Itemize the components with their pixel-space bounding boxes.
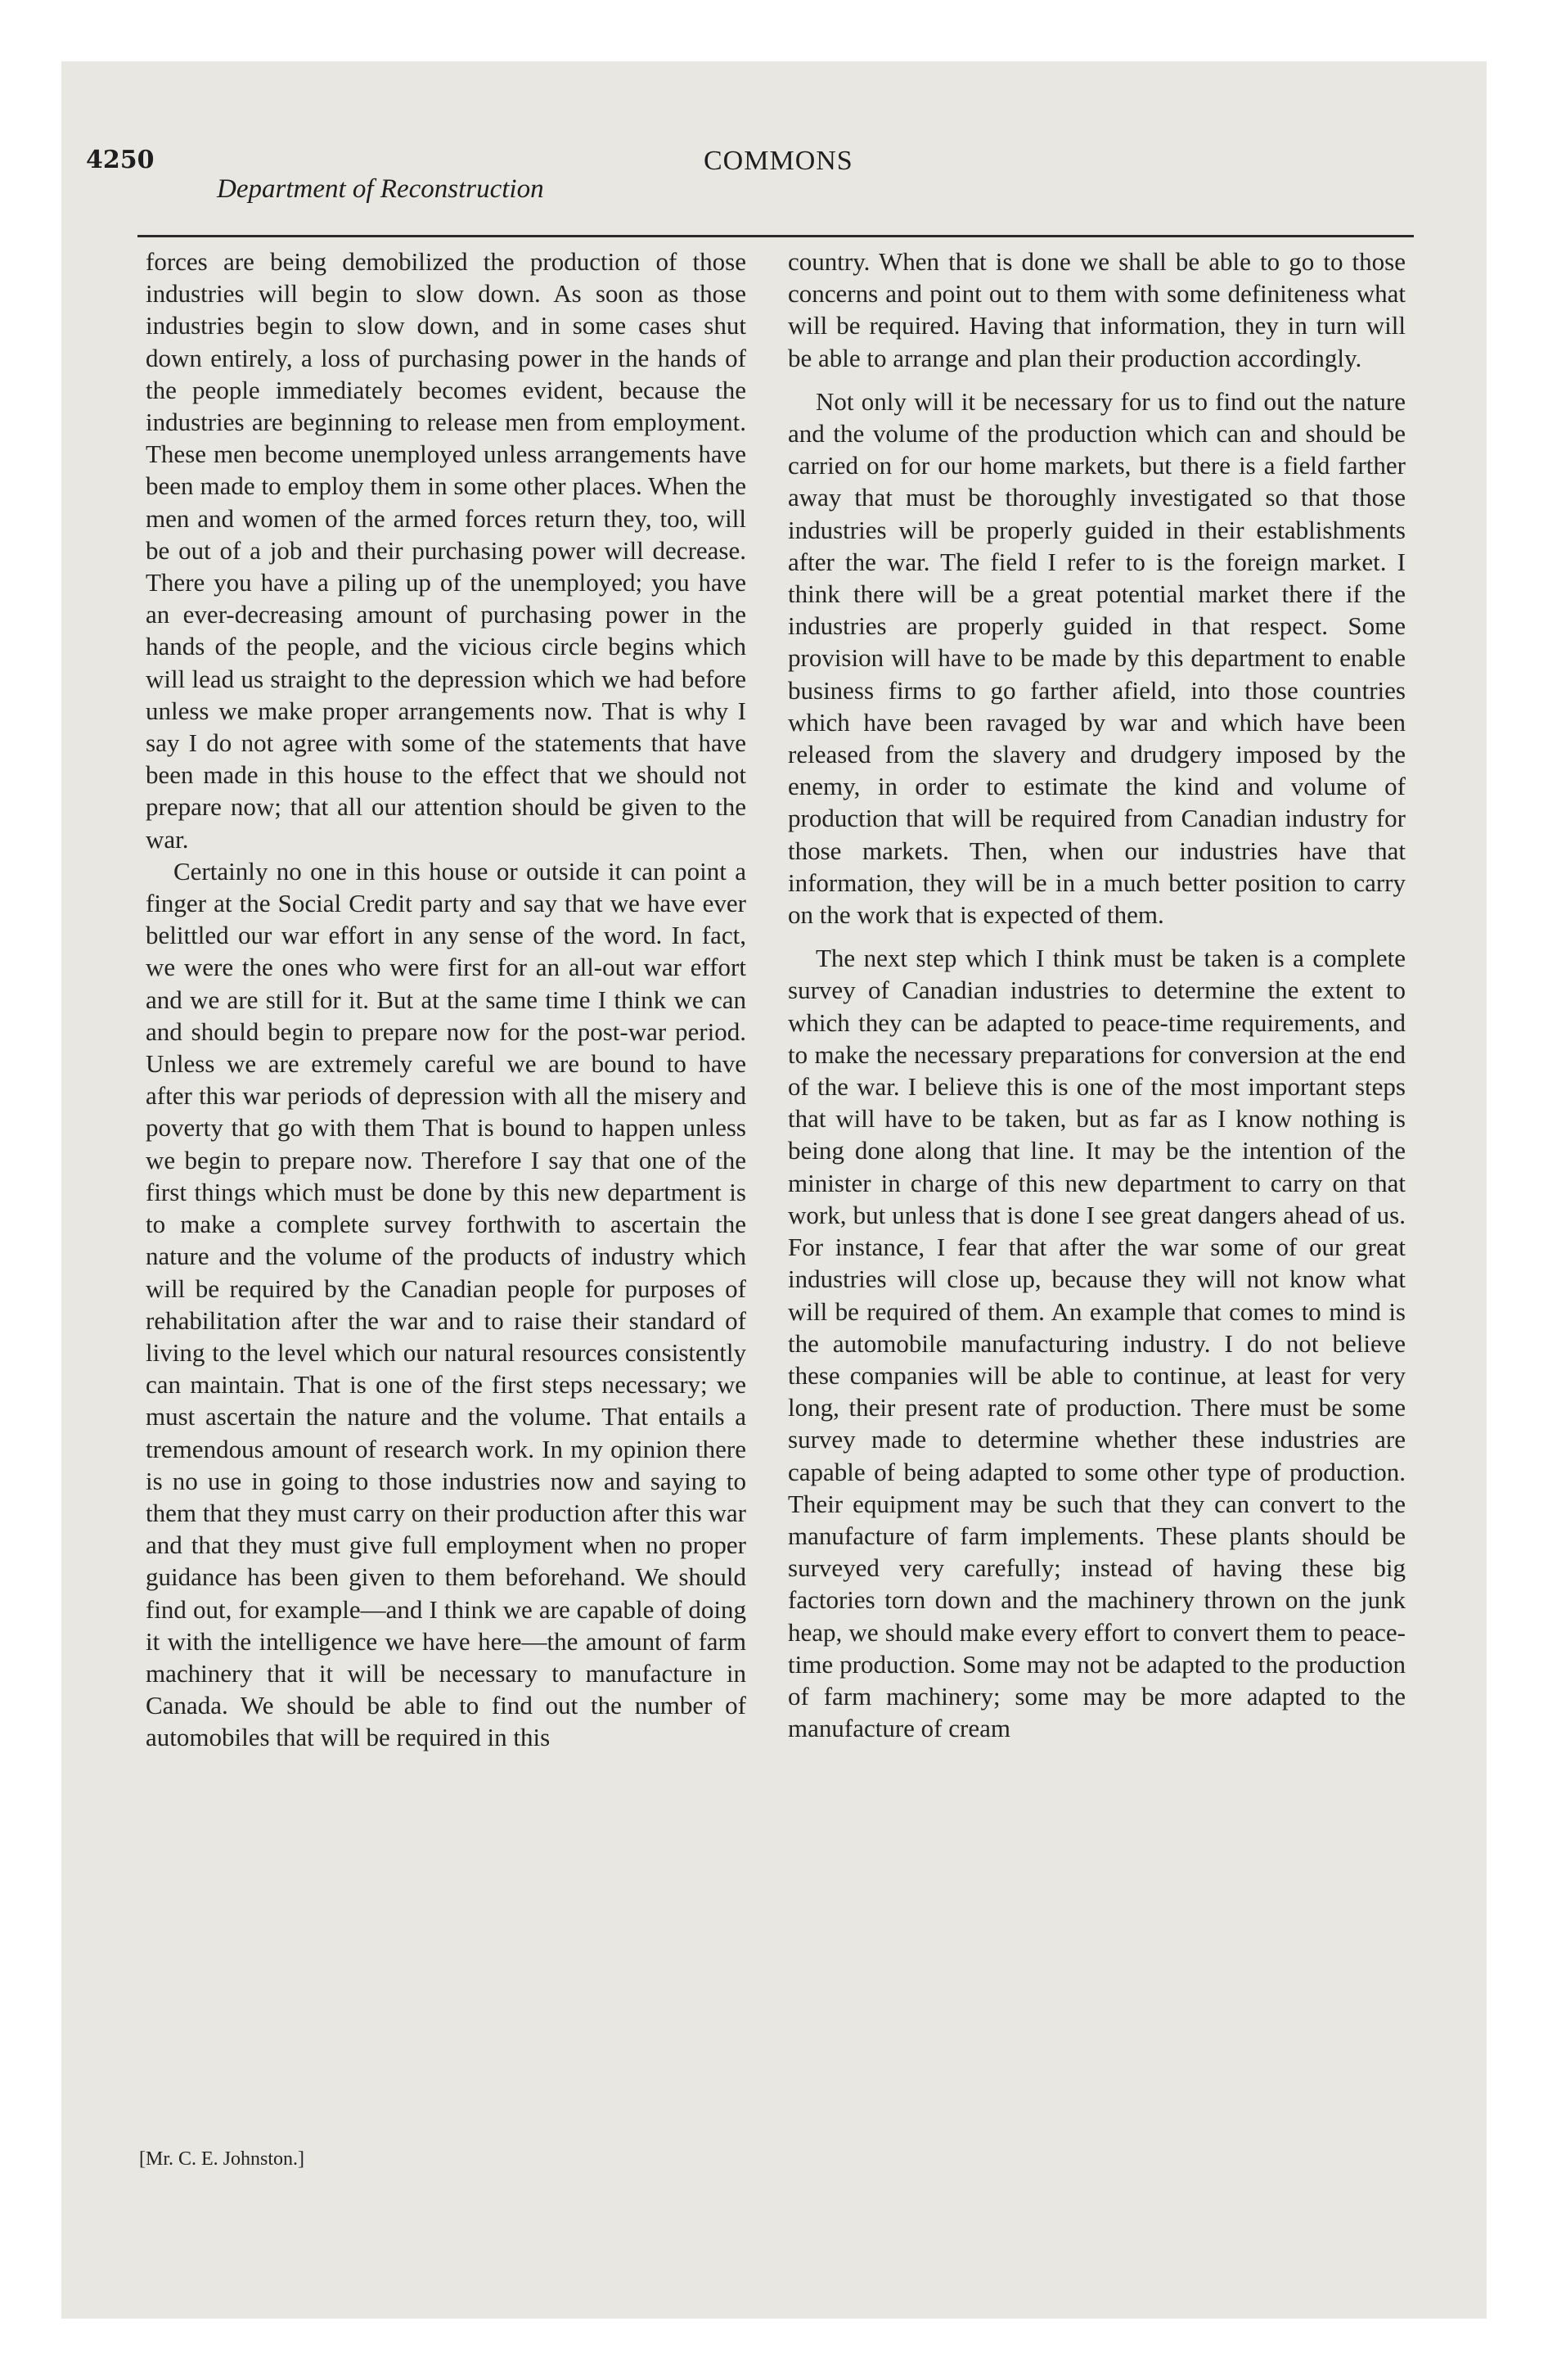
right-column (788, 246, 1406, 1744)
page-number: 4250 (86, 146, 155, 174)
left-paragraph-1: forces are being demobilized the production of those industries will begin to slow down. As soon as those industries begin to slow down, and in some cases shut down entirely, a loss of purchasing power in the hands of the people immediately becomes evident, because the industries are beginning to release men from employment. These men become unemployed unless arrangements have been made to employ them in some other places. When the men and women of the armed forces return they, too, will be out of a job and their purchasing power will decrease. There you have a piling up of the unemployed; you have an ever-decreasing amount of purchasing power in the hands of the people, and the vicious circle begins which will lead us straight to the depression which we had before unless we make proper arrangements now. That is why I say I do not agree with some of the statements that have been made in this house to the effect that we should not prepare now; that all our attention should be given to the war. (146, 247, 746, 854)
header-rule (137, 235, 1414, 237)
left-paragraph-2: Certainly no one in this house or outside it can point a finger at the Social Credit party and say that we have ever belittled our war effort in any sense of the word. In fact, we were the ones who were first for an all-out war effort and we are still for it. But at the same time I think we can and should begin to prepare now for the post-war period. Unless we are extremely careful we are bound to have after this war periods of depression with all the misery and poverty that go with them That is bound to happen unless we begin to prepare now. Therefore I say that one of the first things which must be done by this new department is to make a complete survey forthwith to ascertain the nature and the volume of the products of industry which will be required by the Canadian people for purposes of rehabilitation after the war and to raise their standard of living to the level which our natural resources consistently can maintain. That is one of the first steps necessary; we must ascertain the nature and the volume. That entails a tremendous amount of research work. In my opinion there is no use in going to those industries now and saying to them that they must carry on their production after this war and that they must give full employment when no proper guidance has been given to them beforehand. We should find out, for example—and I think we are capable of doing it with the intelligence we have here—the amount of farm machinery that it will be necessary to manufacture in Canada. We should be able to find out the number of automobiles that will be required in this (146, 856, 746, 1752)
right-paragraph-1: country. When that is done we shall be able to go to those concerns and point out to them with some definiteness what will be required. Having that information, they in turn will be able to arrange and plan their production accordingly. (788, 247, 1406, 372)
running-title: Department of Reconstruction (217, 174, 544, 204)
section-title: COMMONS (704, 146, 853, 176)
right-paragraph-3: The next step which I think must be taken is a complete survey of Canadian industries to determine the extent to which they can be adapted to peace-time requirements, and to make the necessary preparations for conversion at the end of the war. I believe this is one of the most important steps that will have to be taken, but as far as I know nothing is being done along that line. It may be the intention of the minister in charge of this new department to carry on that work, but unless that is done I see great dangers ahead of us. For instance, I fear that after the war some of our great industries will close up, because they will not know what will be required of them. An example that comes to mind is the automobile manufacturing industry. I do not believe these companies will be able to continue, at least for very long, their present rate of production. There must be some survey made to determine whether these industries are capable of being adapted to some other type of production. Their equipment may be such that they can convert to the manufacture of farm implements. These plants should be surveyed very carefully; instead of having these big factories torn down and the machinery thrown on the junk heap, we should make every effort to convert them to peace-time production. Some may not be adapted to the production of farm machinery; some may be more adapted to the manufacture of cream (788, 944, 1406, 1743)
speaker-attribution: [Mr. C. E. Johnston.] (139, 2148, 305, 2170)
right-paragraph-2: Not only will it be necessary for us to find out the nature and the volume of the production which can and should be carried on for our home markets, but there is a field farther away that must be thoroughly investigated so that those industries will be properly guided in their establishments after the war. The field I refer to is the foreign market. I think there will be a great potential market there if the industries are properly guided in that respect. Some provision will have to be made by this department to enable business firms to go farther afield, into those countries which have been ravaged by war and which have been released from the slavery and drudgery imposed by the enemy, in order to estimate the kind and volume of production that will be required from Canadian industry for those markets. Then, when our industries have that information, they will be in a much better position to carry on the work that is expected of them. (788, 386, 1406, 930)
left-column (146, 246, 746, 1754)
